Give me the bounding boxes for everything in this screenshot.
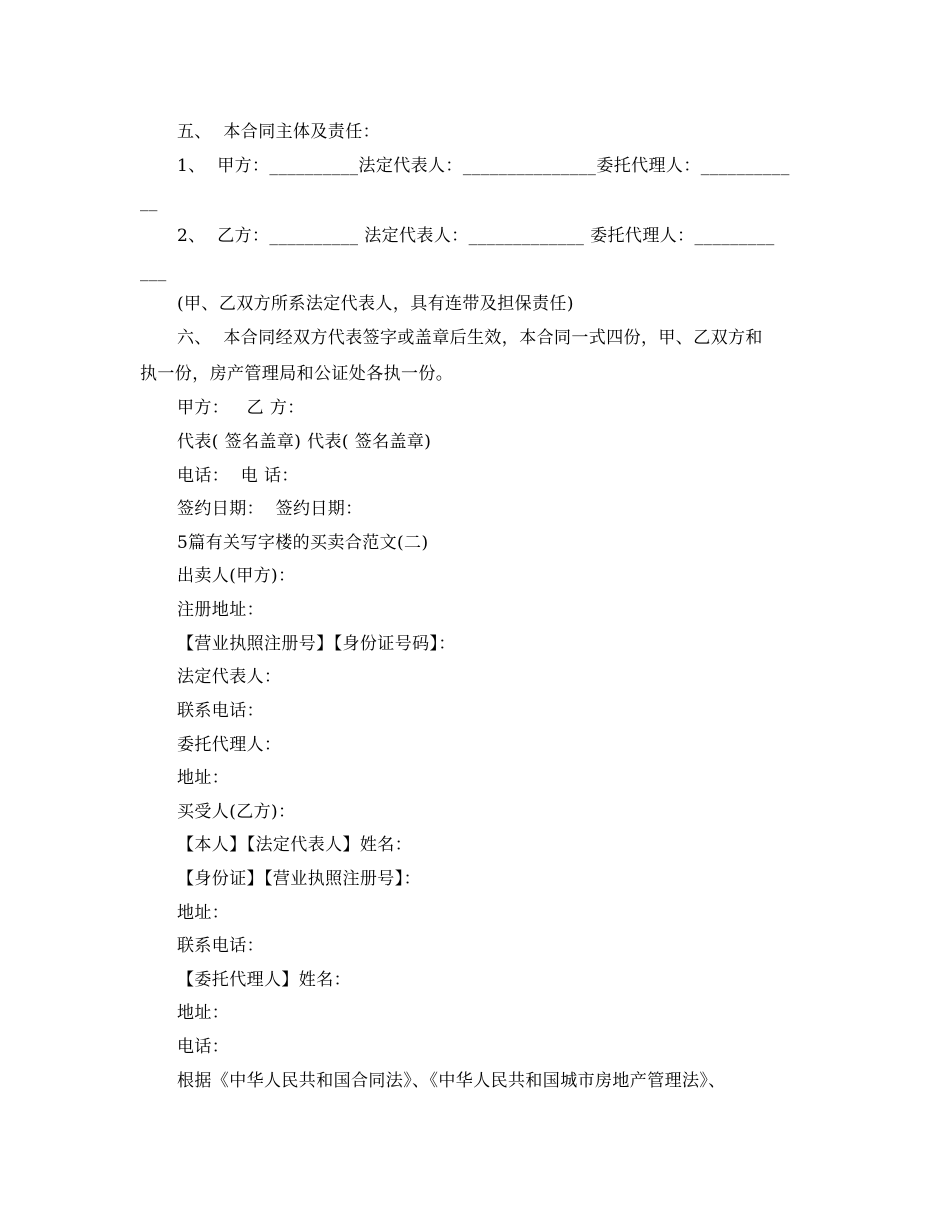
- party-a-line: 1、 甲方：__________法定代表人：_______________委托代理人：__________: [177, 156, 790, 176]
- buyer-agent-phone-label: 电话：: [177, 1037, 230, 1057]
- buyer-phone-label: 联系电话：: [177, 936, 264, 956]
- buyer-id-label: 【身份证】【营业执照注册号】：: [177, 869, 421, 889]
- section-5-heading: 五、 本合同主体及责任：: [177, 122, 381, 142]
- signature-reps: 代表( 签名盖章) 代表( 签名盖章): [177, 432, 432, 452]
- buyer-name-label: 【本人】【法定代表人】姓名：: [177, 835, 413, 855]
- liability-note: (甲、乙双方所系法定代表人，具有连带及担保责任): [177, 294, 574, 314]
- section-6-line-1: 六、 本合同经双方代表签字或盖章后生效，本合同一式四份，甲、乙双方和: [177, 328, 763, 348]
- legal-rep-label: 法定代表人：: [177, 667, 282, 687]
- signature-phones: 电话： 电 话：: [177, 466, 299, 486]
- seller-label: 出卖人(甲方)：: [177, 566, 296, 586]
- party-b-line: 2、 乙方：__________ 法定代表人：_____________ 委托代理人：_________: [177, 226, 775, 246]
- license-id-label: 【营业执照注册号】【身份证号码】：: [177, 634, 456, 654]
- party-a-line-wrap: __: [140, 192, 158, 212]
- registered-address-label: 注册地址：: [177, 600, 264, 620]
- buyer-address-label: 地址：: [177, 903, 230, 923]
- signature-parties: 甲方： 乙 方：: [177, 398, 305, 418]
- contract-2-title: 5篇有关写字楼的买卖合范文(二): [177, 533, 429, 553]
- buyer-agent-label: 【委托代理人】姓名：: [177, 970, 351, 990]
- party-b-line-wrap: ___: [140, 262, 167, 282]
- contact-phone-label: 联系电话：: [177, 701, 264, 721]
- buyer-agent-address-label: 地址：: [177, 1003, 230, 1023]
- address-label: 地址：: [177, 768, 230, 788]
- legal-basis-line: 根据《中华人民共和国合同法》、《中华人民共和国城市房地产管理法》、: [177, 1071, 726, 1091]
- section-6-line-2: 执一份，房产管理局和公证处各执一份。: [140, 364, 454, 384]
- signature-dates: 签约日期： 签约日期：: [177, 499, 363, 519]
- agent-label: 委托代理人：: [177, 735, 282, 755]
- buyer-label: 买受人(乙方)：: [177, 802, 296, 822]
